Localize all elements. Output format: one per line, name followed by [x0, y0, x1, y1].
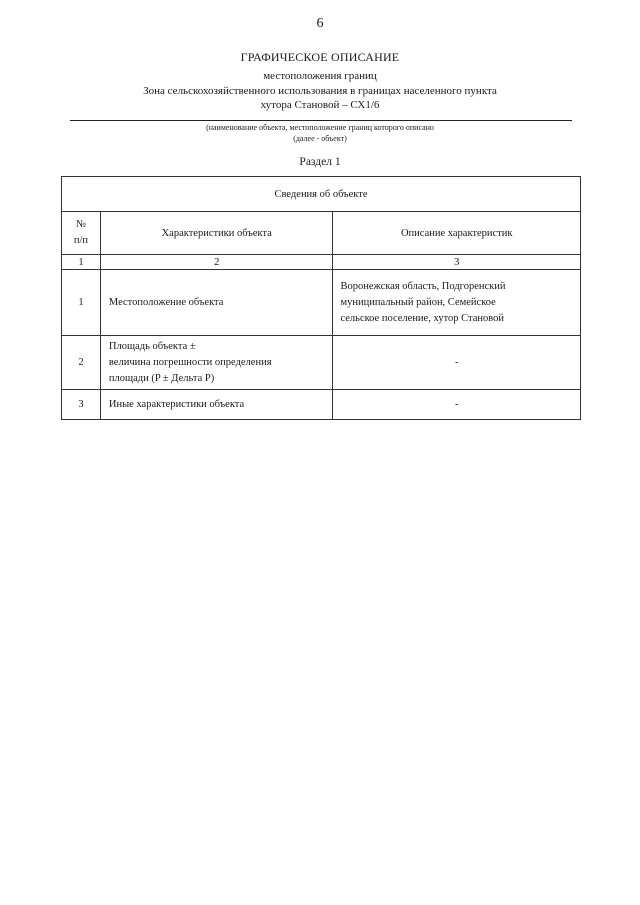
table-header-row [62, 212, 581, 255]
note-line-1: (наименование объекта, местоположение границ которого описано [206, 123, 434, 132]
row-characteristic: Иные характеристики объекта [100, 390, 333, 420]
header-description: Описание характеристик [333, 212, 581, 255]
header-characteristic: Характеристики объекта [100, 212, 333, 255]
table-caption-row [62, 177, 581, 212]
object-name-underline [70, 120, 572, 121]
table-row [62, 390, 581, 420]
object-name-line-2: хутора Становой – СХ1/6 [260, 99, 380, 111]
row-description: - [333, 336, 581, 390]
section-title: Раздел 1 [299, 156, 341, 168]
object-name-line-1: Зона сельскохозяйственного использования в границах населенного пункта [143, 85, 497, 97]
row-number: 3 [62, 390, 101, 420]
row-description: Воронежская область, Подгоренский муниципальный район, Семейское сельское поселение, хутор Становой [333, 270, 581, 336]
document-title: ГРАФИЧЕСКОЕ ОПИСАНИЕ [240, 50, 400, 64]
row-description: - [333, 390, 581, 420]
table-row [62, 270, 581, 336]
column-number-1: 1 [62, 255, 101, 270]
header-number: № п/п [62, 212, 101, 255]
row-number: 2 [62, 336, 101, 390]
page-number: 6 [316, 16, 324, 31]
column-number-3: 3 [333, 255, 581, 270]
row-number: 1 [62, 270, 101, 336]
column-numbers-row [62, 255, 581, 270]
document-subtitle: местоположения границ [263, 70, 377, 82]
document-header [0, 50, 640, 112]
table-caption: Сведения об объекте [62, 177, 581, 212]
row-characteristic: Площадь объекта ± величина погрешности определения площади (P ± Дельта P) [100, 336, 333, 390]
object-name-note [0, 122, 640, 144]
object-info-table [61, 176, 581, 420]
table-row [62, 336, 581, 390]
row-characteristic: Местоположение объекта [100, 270, 333, 336]
note-line-2: (далее - объект) [293, 134, 347, 143]
column-number-2: 2 [100, 255, 333, 270]
